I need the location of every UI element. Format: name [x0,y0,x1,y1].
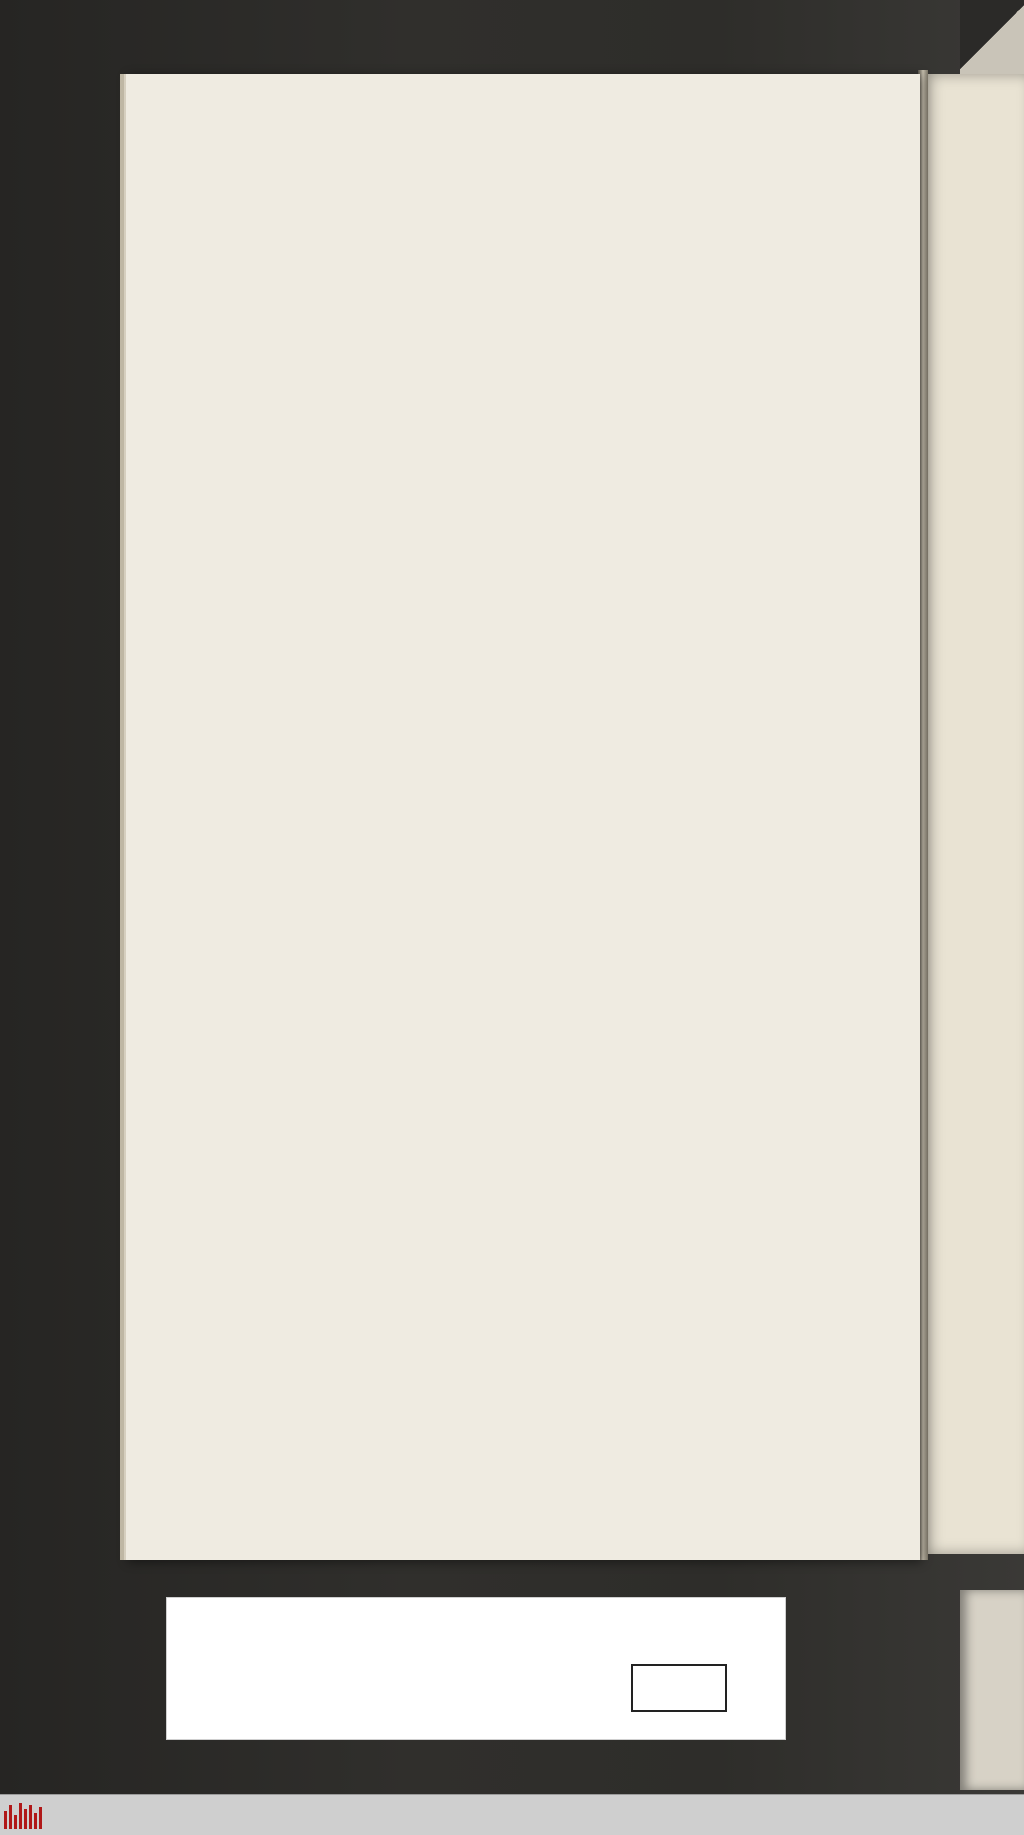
viewer-footer [0,1794,1024,1835]
page-corner [960,0,1024,74]
color-reference-card [166,1597,786,1740]
gray-scale-swatches [631,1664,727,1712]
facing-page [922,74,1024,1554]
text-block [146,150,756,158]
ruler [201,1662,501,1698]
hab-logo-icon [4,1801,44,1829]
book-edge [960,1590,1024,1790]
page-header [148,100,788,146]
book-page [126,74,920,1560]
